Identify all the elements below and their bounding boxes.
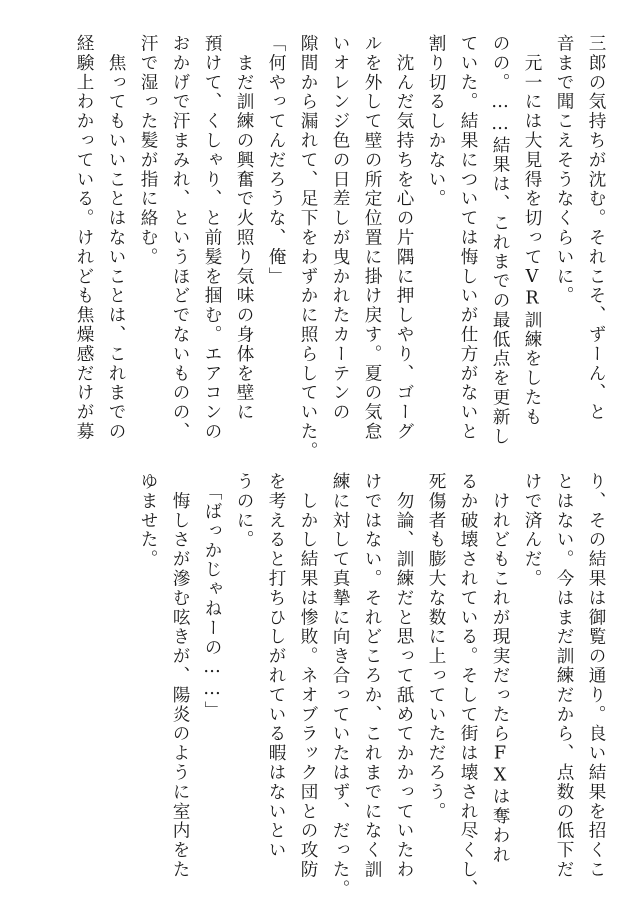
text-line: けで済んだ。 [522, 472, 542, 589]
text-line: 三郎の気持ちが沈む。それこそ、ずーん、と [586, 34, 606, 422]
dialogue-line: 「ばっかじゃねーの……」 [202, 472, 222, 721]
text-line: り、その結果は御覧の通り。良い結果を招くこ [586, 472, 606, 880]
text-line: 練に対して真摯に向き合っていたはず、だった。 [330, 472, 350, 899]
text-line: ゆませた。 [138, 472, 158, 569]
text-line: 元一には大見得を切ってVR訓練をしたも [522, 34, 542, 427]
text-line: けれどもこれが現実だったらFXは奪われ [490, 472, 510, 865]
text-line: いオレンジ色の日差しが曳かれたカーテンの [330, 34, 350, 422]
text-line: 汗で湿った髪が指に絡む。 [138, 34, 158, 267]
text-line: のの。……結果は、これまでの最低点を更新し [490, 34, 510, 447]
text-line: 預けて、くしゃり、と前髪を掴む。エアコンの [202, 34, 222, 442]
text-line: 経験上わかっている。けれども焦燥感だけが募 [74, 34, 94, 442]
text-line: とはない。今はまだ訓練だから、点数の低下だ [554, 472, 574, 880]
text-line: ていた。結果については悔しいが仕方がないと [458, 34, 478, 442]
text-line: おかげで汗まみれ、というほどでないものの、 [170, 34, 190, 442]
text-line: うのに。 [234, 472, 254, 550]
text-line: けではない。それどころか、これまでになく訓 [362, 472, 382, 880]
lower-text-column [132, 472, 612, 899]
text-line: るか破壊されている。そして街は壊され尽くし、 [458, 472, 478, 899]
text-line: 沈んだ気持ちを心の片隅に押しやり、ゴーグ [394, 34, 414, 442]
dialogue-line: 「何やってんだろうな、俺」 [266, 34, 286, 287]
text-line: 隙間から漏れて、足下をわずかに照らしていた。 [298, 34, 318, 461]
text-line: しかし結果は惨敗。ネオブラック団との攻防 [298, 472, 318, 880]
text-line: 勿論、訓練だと思って舐めてかかっていたわ [394, 472, 414, 880]
text-line: 割り切るしかない。 [426, 34, 446, 209]
text-line: 悔しさが滲む呟きが、陽炎のように室内をた [170, 472, 190, 880]
text-line: 焦ってもいいことはないことは、これまでの [106, 34, 126, 442]
text-line: 音まで聞こえそうなくらいに。 [554, 34, 574, 306]
upper-text-column [68, 34, 612, 461]
text-line: ルを外して壁の所定位置に掛け戻す。夏の気怠 [362, 34, 382, 442]
text-line: まだ訓練の興奮で火照り気味の身体を壁に [234, 34, 254, 422]
text-line: を考えると打ちひしがれている暇はないとい [266, 472, 286, 860]
text-line: 死傷者も膨大な数に上っていただろう。 [426, 472, 446, 822]
